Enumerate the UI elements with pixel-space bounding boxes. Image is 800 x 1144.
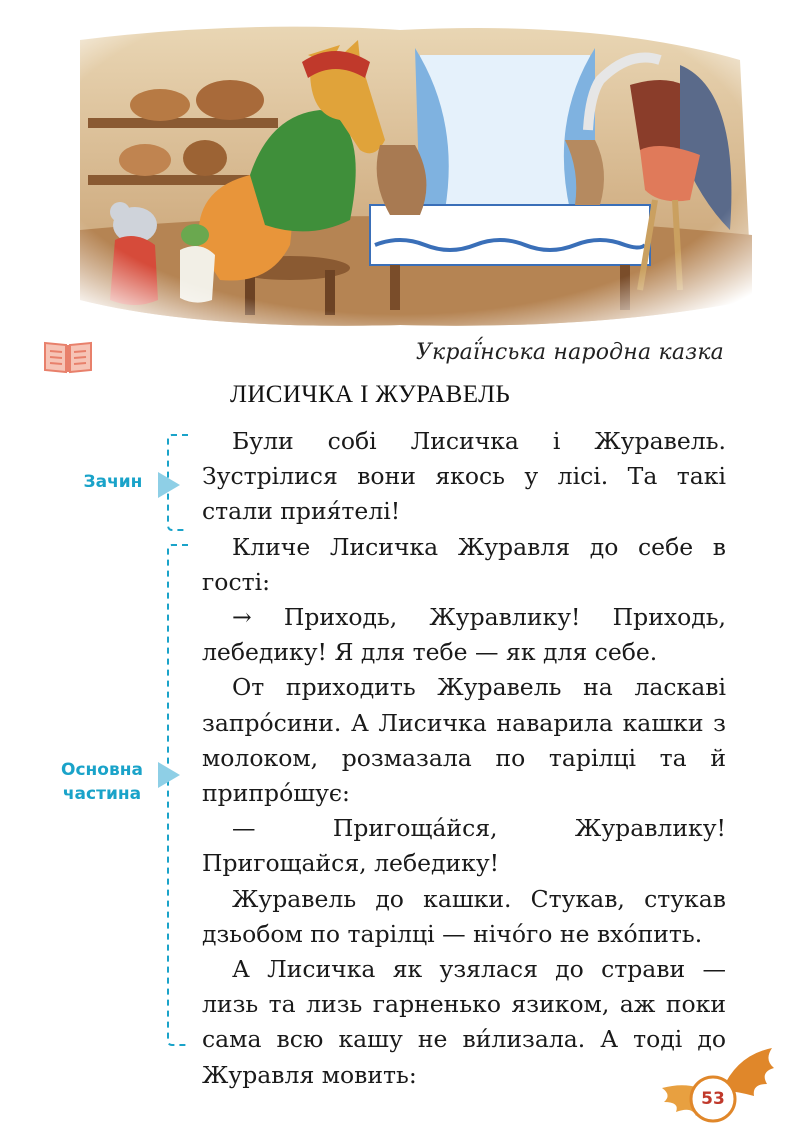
story-illustration [40,0,760,335]
open-book-icon [42,339,94,375]
story-paragraph: Були собі Лисичка і Журавель. Зустрілися вони якось у лісі. Та такі стали прия́телі! [202,427,726,526]
story-paragraph: Журавель до кашки. Стукав, стукав дзьобом по тарілці — нічо́го не вхо́пить. [202,884,726,948]
story-text [202,424,726,1093]
margin-label-main-part [52,758,152,806]
section-brackets [150,430,200,1055]
story-paragraph: — Пригоща́йся, Журавлику! Пригощайся, лебедику! [202,814,726,878]
margin-label-zachyn: Зачин [83,472,143,492]
story-paragraph: Кличе Лисичка Журавля до себе в гості: [202,532,726,596]
margin-label-main-part-text: Основна частина [61,760,143,804]
story-genre-subtitle: Украї́нська народна казка [415,340,724,365]
page-title: ЛИСИЧКА І ЖУРАВЕЛЬ [230,381,511,408]
story-paragraph: А Лисичка як узялася до страви — лизь та лизь гарненько язиком, аж поки сама всю кашу не ви́лизала. А тоді до Журавля мовить: [202,955,726,1089]
story-paragraph: → Приходь, Журавлику! Приходь, лебедику! Я для тебе — як для себе. [202,603,726,667]
page-number: 53 [701,1089,725,1109]
story-paragraph: От приходить Журавель на ласкаві запро́сини. А Лисичка наварила кашки з молоком, розмазала по тарілці та й припро́шує: [202,673,726,808]
